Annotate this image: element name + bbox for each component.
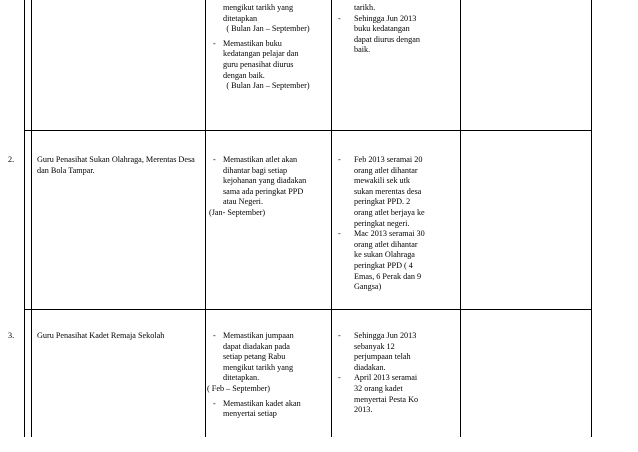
text-line: menyertai setiap [223,409,277,419]
text-line: dapat diurus dengan [354,34,420,44]
text-line: mewakili sek utk [354,176,410,186]
text-line: April 2013 seramai [354,373,418,383]
text-line: mengikut tarikh yang [223,3,294,12]
row3-results-cell [338,331,456,416]
text-line: 32 orang kadet [354,383,403,393]
row3-result-bullet-2 [338,373,456,415]
text-line: Emas, 6 Perak dan 9 [354,271,422,281]
column-divider-4 [460,0,461,437]
text-line: sama ada peringkat PPD [223,186,304,196]
text-line: ke sukan Olahraga [354,250,415,260]
period-note: ( Bulan Jan – September) [226,24,310,34]
row2-target-bullet [207,155,329,208]
dash-bullet-icon: - [338,13,341,23]
row3-target-bullet-1 [207,331,329,384]
text-line: peringkat negeri. [354,218,410,228]
row2-targets-cell [207,155,329,219]
dash-bullet-icon: - [213,398,216,408]
period-note: (Jan- September) [209,207,266,217]
row3-post: Guru Penasihat Kadet Remaja Sekolah [37,331,165,340]
text-line: perjumpaan telah [354,352,411,362]
text-line: 2013. [354,405,373,415]
row2-result-bullet-1 [338,155,456,229]
dash-bullet-icon: - [338,331,341,340]
row3-number: 3. [8,331,15,340]
text-line: kedatangan pelajar dan [223,49,299,59]
text-line: ditetapkan. [223,373,260,383]
row2-number: 2. [8,155,15,164]
text-line: Memastikan jumpaan [223,331,294,340]
text-line: Mac 2013 seramai 30 [354,229,425,239]
text-line: tarikh. [354,3,376,12]
text-line: buku kedatangan [354,24,410,34]
text-line: Sehingga Jun 2013 [354,331,417,340]
text-line: menyertai Pesta Ko [354,394,419,404]
row1-result-text [338,3,456,14]
column-divider-3 [331,0,332,437]
table-border-right [591,0,592,437]
row1-results-cell [338,3,456,56]
text-line: Gangsa) [354,282,382,292]
text-line: orang atlet berjaya ke [354,207,425,217]
row1-result-bullet [338,14,456,56]
text-line: sukan merentas desa [354,186,422,196]
text-line: orang atlet dihantar [354,165,418,175]
dash-bullet-icon: - [338,373,341,383]
text-line: ditetapkan [223,13,258,23]
text-line: Feb 2013 seramai 20 [354,155,423,164]
row-divider-2 [24,309,592,310]
text-line: Sehingga Jun 2013 [354,13,417,23]
row-divider-1 [24,130,592,131]
row1-targets-cell [207,3,329,92]
text-line: peringkat PPD ( 4 [354,260,413,270]
text-line: sebanyak 12 [354,341,395,351]
row1-target-text [207,3,329,24]
row3-targets-cell [207,331,329,420]
row2-result-bullet-2 [338,229,456,293]
text-line: kejohanan yang diadakan [223,176,307,186]
period-note: ( Feb – September) [207,383,270,393]
text-line: guru penasihat diurus [223,59,294,69]
column-divider-1 [31,0,32,437]
text-line: Memastikan kadet akan [223,398,301,408]
dash-bullet-icon: - [213,331,216,340]
text-line: mengikut tarikh yang [223,362,294,372]
dash-bullet-icon: - [213,38,216,48]
text-line: baik. [354,45,371,55]
text-line: peringkat PPD. 2 [354,197,411,207]
row2-results-cell [338,155,456,293]
text-line: diadakan. [354,362,386,372]
table-border-left [24,0,25,437]
row3-target-bullet-2 [207,399,329,420]
row1-target-bullet [207,39,329,81]
text-line: dengan baik. [223,70,265,80]
column-divider-2 [205,0,206,437]
text-line: orang atlet dihantar [354,239,418,249]
period-note: ( Bulan Jan – September) [226,81,310,91]
dash-bullet-icon: - [338,155,341,164]
text-line: Memastikan atlet akan [223,155,298,164]
dash-bullet-icon: - [213,155,216,164]
text-line: atau Negeri. [223,197,264,207]
row2-post: Guru Penasihat Sukan Olahraga, Merentas Desa dan Bola Tampar. [37,155,195,175]
text-line: Memastikan buku [223,38,282,48]
text-line: setiap petang Rabu [223,352,286,362]
text-line: dihantar bagi setiap [223,165,288,175]
dash-bullet-icon: - [338,229,341,239]
text-line: dapat diadakan pada [223,341,290,351]
row3-result-bullet-1 [338,331,456,373]
